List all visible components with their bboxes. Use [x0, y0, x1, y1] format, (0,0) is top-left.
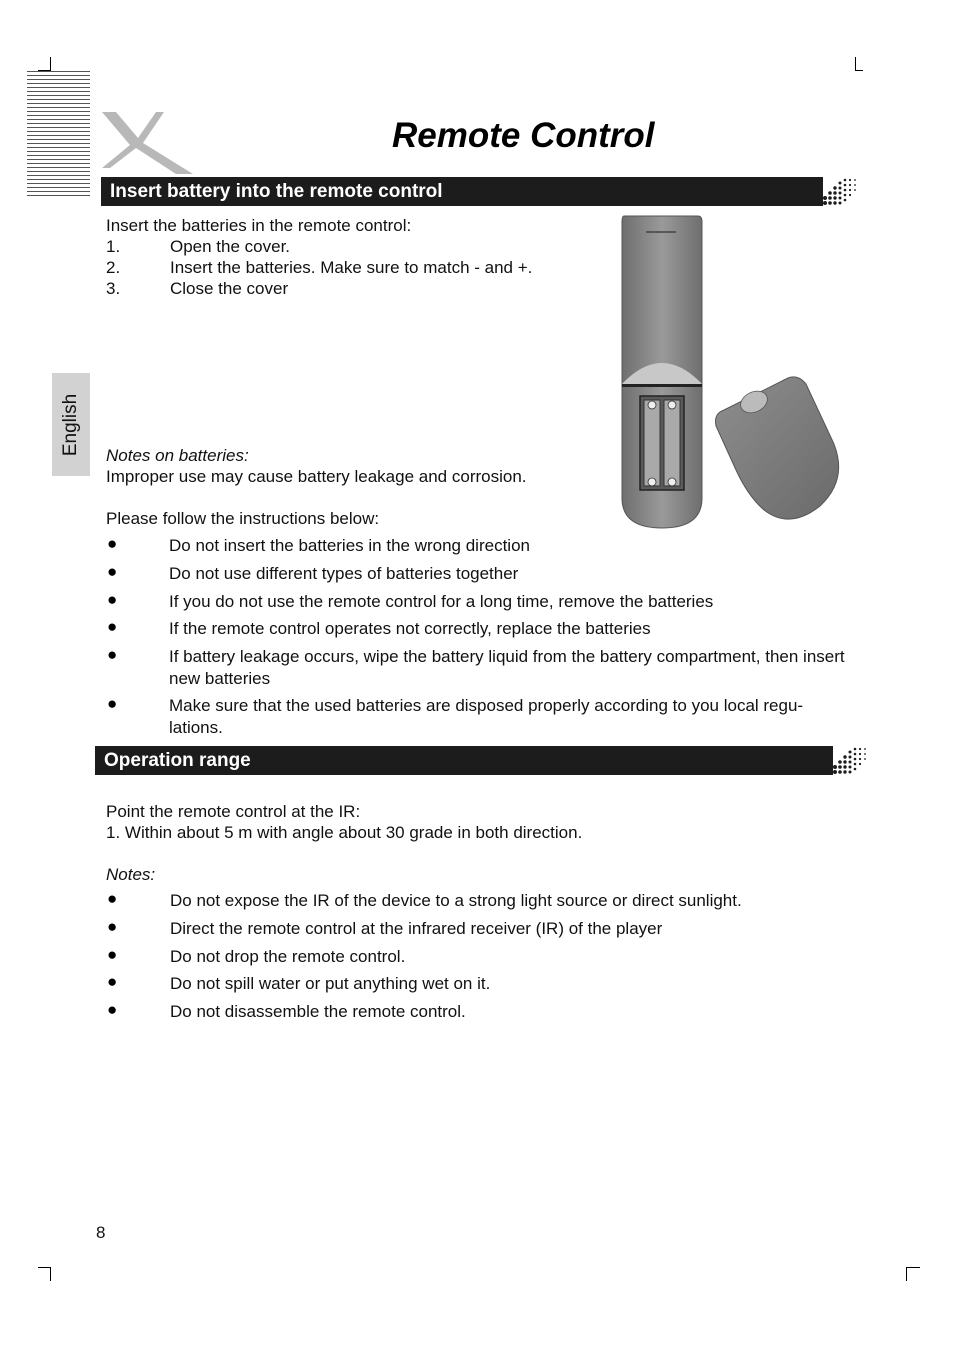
crop-mark-top-right: [855, 57, 856, 71]
operation-notes-title: Notes:: [106, 865, 156, 884]
section-heading-battery-text: Insert battery into the remote control: [110, 181, 443, 202]
halftone-dots-icon: [816, 177, 864, 206]
bullet-icon: ●: [107, 645, 118, 664]
list-item: Make sure that the used batteries are disposed properly according to you local regu-lations.: [169, 696, 804, 737]
section-heading-operation-range-text: Operation range: [104, 750, 251, 771]
crop-mark-top-right-h: [855, 70, 863, 71]
crop-mark-bottom-right-v: [906, 1267, 907, 1281]
language-tab: [52, 373, 90, 476]
list-item: If you do not use the remote control for a long time, remove the batteries: [169, 592, 714, 611]
battery-intro: Insert the batteries in the remote control:: [106, 216, 412, 235]
list-item: If battery leakage occurs, wipe the battery liquid from the battery compartment, then insert new batteries: [169, 647, 845, 688]
bullet-icon: ●: [107, 562, 118, 581]
page-number: 8: [96, 1223, 106, 1242]
bullet-icon: ●: [107, 972, 118, 991]
list-item: Direct the remote control at the infrared receiver (IR) of the player: [170, 919, 663, 938]
list-item: Do not spill water or put anything wet on it.: [170, 974, 491, 993]
halftone-dots-icon: [826, 746, 874, 775]
list-item: Do not use different types of batteries together: [169, 564, 519, 583]
list-item: Do not drop the remote control.: [170, 947, 406, 966]
bullet-icon: ●: [107, 694, 118, 713]
crop-mark-bottom-left-v: [50, 1267, 51, 1281]
operation-intro: Point the remote control at the IR:: [106, 802, 361, 821]
battery-notes-text: Improper use may cause battery leakage and corrosion.: [106, 467, 527, 486]
bullet-icon: ●: [107, 590, 118, 609]
step-text: Open the cover.: [170, 237, 291, 256]
remote-control-illustration: [612, 212, 844, 538]
crop-mark-top-left: [50, 57, 51, 71]
bullet-icon: ●: [107, 889, 118, 908]
bullet-icon: ●: [107, 534, 118, 553]
crop-mark-bottom-right: [906, 1267, 920, 1268]
section-heading-operation-range: [95, 746, 833, 775]
list-item: Do not expose the IR of the device to a strong light source or direct sunlight.: [170, 891, 742, 910]
bullet-icon: ●: [107, 1000, 118, 1019]
operation-step: 1. Within about 5 m with angle about 30 grade in both direction.: [106, 823, 583, 842]
language-tab-label: English: [60, 393, 81, 456]
step-number: 3.: [106, 279, 121, 298]
bullet-icon: ●: [107, 917, 118, 936]
bullet-icon: ●: [107, 617, 118, 636]
x-logo: [98, 108, 198, 176]
bullet-icon: ●: [107, 945, 118, 964]
decorative-stripes: [27, 71, 90, 199]
battery-follow-text: Please follow the instructions below:: [106, 509, 380, 528]
list-item: Do not insert the batteries in the wrong direction: [169, 536, 530, 555]
list-item: Do not disassemble the remote control.: [170, 1002, 466, 1021]
step-text: Insert the batteries. Make sure to match - and +.: [170, 258, 533, 277]
section-heading-battery: [101, 177, 823, 206]
step-number: 2.: [106, 258, 121, 277]
battery-notes-title: Notes on batteries:: [106, 446, 249, 465]
step-text: Close the cover: [170, 279, 289, 298]
page-title: Remote Control: [392, 116, 655, 155]
step-number: 1.: [106, 237, 121, 256]
list-item: If the remote control operates not correctly, replace the batteries: [169, 619, 651, 638]
